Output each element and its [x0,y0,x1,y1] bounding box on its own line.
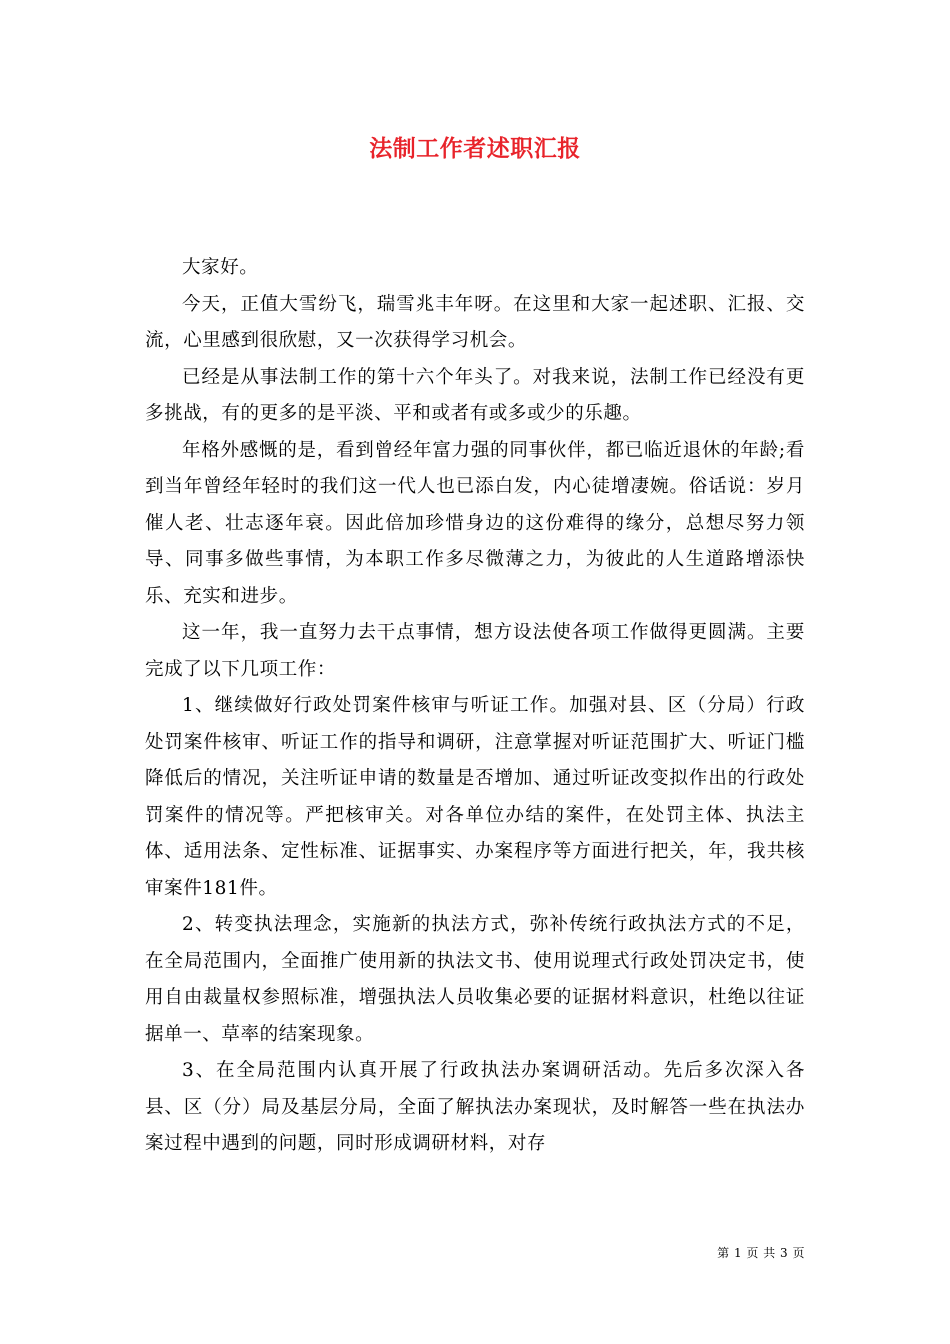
paragraph: 今天，正值大雪纷飞，瑞雪兆丰年呀。在这里和大家一起述职、汇报、交流，心里感到很欣慰，又一次获得学习机会。 [145,293,805,351]
page-number: 第 1 页 共 3 页 [717,1246,805,1260]
paragraph: 3、在全局范围内认真开展了行政执法办案调研活动。先后多次深入各县、区（分）局及基层分局，全面了解执法办案现状，及时解答一些在执法办案过程中遇到的问题，同时形成调研材料，对存 [145,1060,805,1154]
paragraph: 这一年，我一直努力去干点事情，想方设法使各项工作做得更圆满。主要完成了以下几项工作： [145,622,805,680]
paragraph: 2、转变执法理念，实施新的执法方式，弥补传统行政执法方式的不足，在全局范围内，全面推广使用新的执法文书、使用说理式行政处罚决定书，使用自由裁量权参照标准，增强执法人员收集必要的证据材料意识，杜绝以往证据单一、草率的结案现象。 [145,914,805,1045]
paragraph: 大家好。 [182,257,259,278]
paragraph: 已经是从事法制工作的第十六个年头了。对我来说，法制工作已经没有更多挑战，有的更多的是平淡、平和或者有或多或少的乐趣。 [145,366,805,424]
document-body [145,250,805,1163]
paragraph: 年格外感慨的是，看到曾经年富力强的同事伙伴，都已临近退休的年龄;看到当年曾经年轻时的我们这一代人也已添白发，内心徒增凄婉。俗话说：岁月催人老、壮志逐年衰。因此倍加珍惜身边的这份难得的缘分，总想尽努力领导、同事多做些事情，为本职工作多尽微薄之力，为彼此的人生道路增添快乐、充实和进步。 [145,439,805,607]
paragraph: 1、继续做好行政处罚案件核审与听证工作。加强对县、区（分局）行政处罚案件核审、听证工作的指导和调研，注意掌握对听证范围扩大、听证门槛降低后的情况，关注听证申请的数量是否增加、通过听证改变拟作出的行政处罚案件的情况等。严把核审关。对各单位办结的案件，在处罚主体、执法主体、适用法条、定性标准、证据事实、办案程序等方面进行把关，年，我共核审案件181件。 [145,695,805,899]
document-title: 法制工作者述职汇报 [369,135,581,162]
